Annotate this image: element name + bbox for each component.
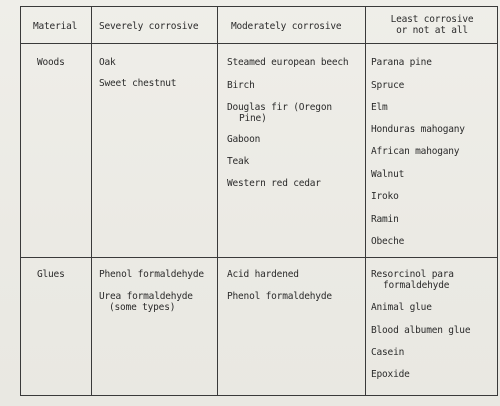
woods-least-item: Walnut — [371, 169, 405, 180]
glues-moderately-item: Phenol formaldehyde — [227, 291, 332, 302]
woods-least-item: Obeche — [371, 236, 405, 247]
woods-least-item: Iroko — [371, 191, 399, 202]
woods-moderately-item: Birch — [227, 80, 255, 91]
woods-moderately-item: Teak — [227, 156, 250, 167]
material-woods: Woods — [37, 57, 65, 68]
header-least-corrosive-line1: Least corrosive — [390, 14, 474, 25]
header-moderately-corrosive: Moderately corrosive — [231, 21, 342, 32]
glues-severely-item: (some types) — [109, 302, 176, 313]
woods-moderately-item: Gaboon — [227, 134, 261, 145]
woods-moderately-item: Western red cedar — [227, 178, 321, 189]
woods-least-item: Spruce — [371, 80, 405, 91]
header-material: Material — [33, 21, 78, 32]
glues-least-item: Epoxide — [371, 369, 410, 380]
woods-least-item: Elm — [371, 102, 388, 113]
column-divider — [217, 7, 218, 395]
woods-least-item: Honduras mahogany — [371, 124, 465, 135]
glues-severely-item: Urea formaldehyde — [99, 291, 193, 302]
header-least-corrosive-line2: or not at all — [396, 25, 468, 36]
glues-least-item: Blood albumen glue — [371, 325, 471, 336]
glues-least-item: formaldehyde — [383, 280, 450, 291]
glues-least-item: Resorcinol para — [371, 269, 454, 280]
glues-severely-item: Phenol formaldehyde — [99, 269, 204, 280]
woods-least-item: African mahogany — [371, 146, 460, 157]
row-divider — [21, 257, 497, 258]
header-divider — [21, 43, 497, 44]
woods-moderately-item: Steamed european beech — [227, 57, 349, 68]
woods-severely-item: Sweet chestnut — [99, 78, 177, 89]
material-glues: Glues — [37, 269, 65, 280]
glues-least-item: Animal glue — [371, 302, 432, 313]
glues-moderately-item: Acid hardened — [227, 269, 299, 280]
woods-least-item: Ramin — [371, 214, 399, 225]
woods-least-item: Parana pine — [371, 57, 432, 68]
column-divider — [91, 7, 92, 395]
corrosion-table — [20, 6, 498, 396]
woods-moderately-item: Pine) — [239, 113, 267, 124]
woods-severely-item: Oak — [99, 57, 116, 68]
header-severely-corrosive: Severely corrosive — [99, 21, 199, 32]
column-divider — [365, 7, 366, 395]
glues-least-item: Casein — [371, 347, 405, 358]
woods-moderately-item: Douglas fir (Oregon — [227, 102, 332, 113]
